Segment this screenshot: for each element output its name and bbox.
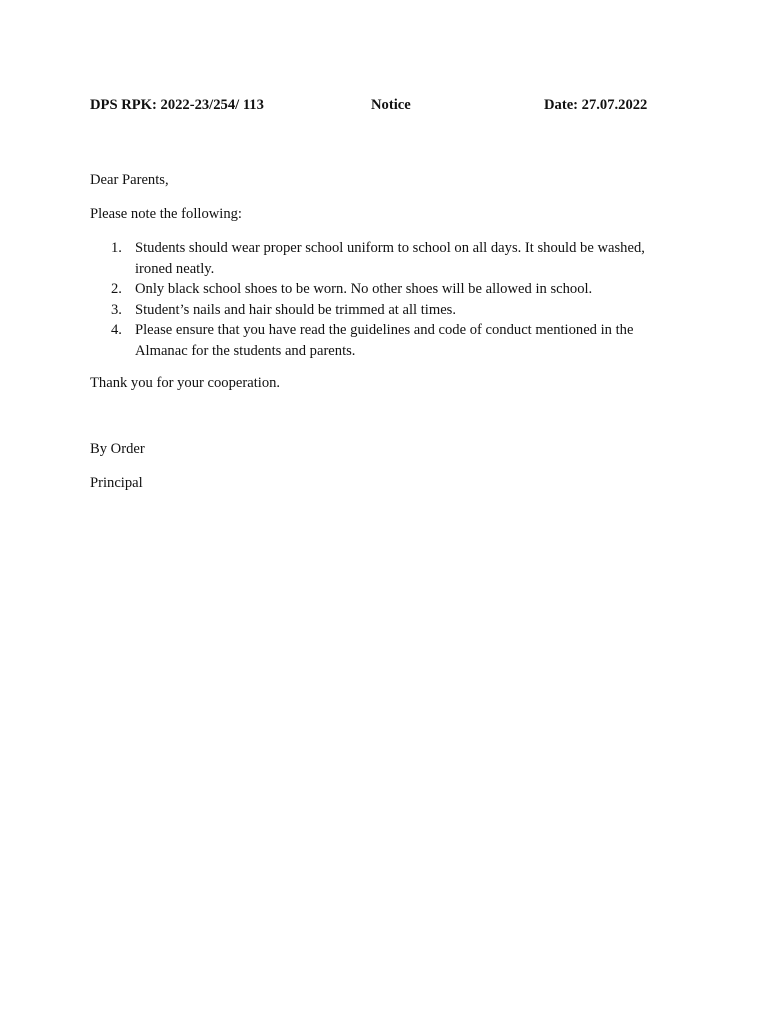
notice-header xyxy=(0,97,768,117)
list-item-number: 3. xyxy=(111,301,122,318)
list-item-text: Student’s nails and hair should be trimmed at all times. xyxy=(135,301,457,318)
notice-date: Date: 27.07.2022 xyxy=(544,97,648,113)
intro-text: Please note the following: xyxy=(90,206,242,222)
signature-principal: Principal xyxy=(90,475,143,491)
reference-number: DPS RPK: 2022-23/254/ 113 xyxy=(90,97,264,113)
list-item-number: 4. xyxy=(111,322,122,338)
salutation: Dear Parents, xyxy=(90,172,169,188)
list-item-text: Please ensure that you have read the guidelines and code of conduct mentioned in the Almanac for the students and parents. xyxy=(135,322,634,359)
signature-by-order: By Order xyxy=(90,441,145,457)
list-item xyxy=(90,238,680,279)
notice-list xyxy=(90,238,680,361)
list-item-text: Students should wear proper school uniform to school on all days. It should be washed, ironed neatly. xyxy=(135,240,645,277)
list-item-text: Only black school shoes to be worn. No other shoes will be allowed in school. xyxy=(135,281,593,297)
list-item xyxy=(90,279,680,300)
list-item-number: 2. xyxy=(111,281,122,297)
list-item xyxy=(90,320,680,361)
list-item xyxy=(90,300,680,321)
notice-title: Notice xyxy=(371,97,411,113)
list-item-number: 1. xyxy=(111,240,122,256)
closing-text: Thank you for your cooperation. xyxy=(90,375,281,391)
